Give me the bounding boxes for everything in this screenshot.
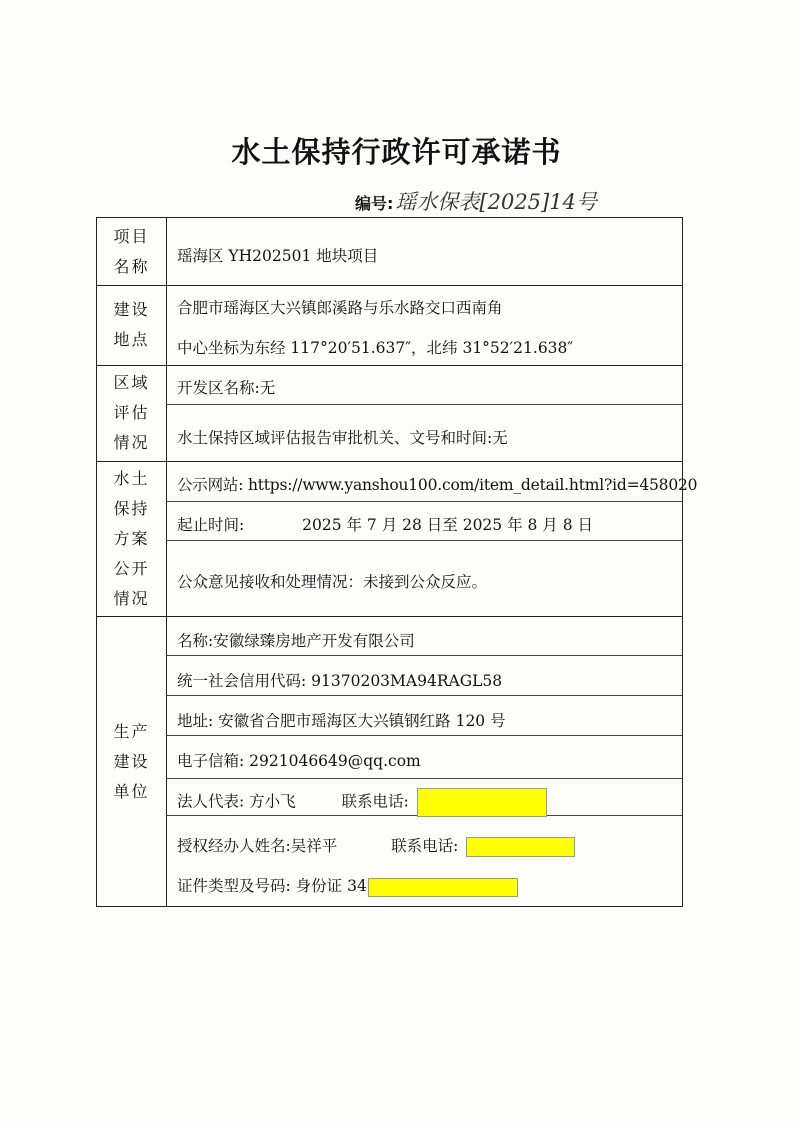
agent-name: 授权经办人姓名:吴祥平 [177,837,338,855]
label-line: 公开 [113,558,150,578]
row-subdivider [166,404,682,405]
label-location [97,285,166,365]
document-title: 水土保持行政许可承诺书 [231,135,562,169]
legal-rep-row [177,788,547,817]
developer-credit-code: 统一社会信用代码: 91370203MA94RAGL58 [177,672,503,690]
project-name-value: 瑶海区 YH202501 地块项目 [177,247,379,265]
period-label: 起止时间: [177,516,245,534]
row-subdivider [166,778,682,779]
label-line: 方案 [113,528,150,548]
period-value: 2025 年 7 月 28 日至 2025 年 8 月 8 日 [302,516,594,534]
id-row [177,874,518,897]
label-project-name [97,218,166,285]
redacted-id-number [368,878,518,897]
row-divider [97,616,682,617]
location-coordinates: 中心坐标为东经 117°20′51.637″，北纬 31°52′21.638″ [177,339,574,357]
label-line: 项目 [113,226,150,246]
dev-zone-value: 开发区名称:无 [177,379,276,397]
row-subdivider [166,735,682,736]
developer-name: 名称:安徽绿臻房地产开发有限公司 [177,632,415,650]
publicity-website: 公示网站: https://www.yanshou100.com/item_detail.html?id=458020 [177,476,698,494]
label-line: 情况 [113,433,150,452]
label-line: 水土 [113,468,150,488]
row-divider [97,285,682,286]
label-developer [97,616,166,908]
label-line: 保持 [113,498,150,518]
location-address: 合肥市瑶海区大兴镇郎溪路与乐水路交口西南角 [177,299,503,317]
label-line: 建设 [113,752,150,771]
row-subdivider [166,655,682,656]
phone-label: 联系电话: [341,792,409,811]
column-divider [166,218,167,906]
number-label: 编号: [355,194,394,213]
label-line: 生产 [113,722,150,741]
assessment-approval-value: 水土保持区域评估报告审批机关、文号和时间:无 [177,429,508,447]
developer-email: 电子信箱: 2921046649@qq.com [177,752,421,770]
row-subdivider [166,501,682,502]
agent-row [177,834,575,857]
label-line: 名称 [113,256,150,276]
agent-phone-label: 联系电话: [391,837,459,855]
legal-rep: 法人代表: 方小飞 [177,792,296,811]
row-divider [97,461,682,462]
number-handwritten: 瑶水保表[2025]14号 [395,190,597,214]
id-label: 证件类型及号码: 身份证 34 [177,877,367,895]
redacted-phone [417,788,547,817]
label-regional-assessment [97,365,166,461]
label-line: 评估 [113,403,150,422]
label-line: 单位 [113,782,150,801]
label-line: 建设 [113,300,150,319]
publicity-feedback: 公众意见接收和处理情况：未接到公众反应。 [177,573,488,591]
label-line: 区域 [113,373,150,392]
redacted-agent-phone [466,837,575,857]
row-divider [97,365,682,366]
publicity-period [177,513,593,535]
row-subdivider [166,695,682,696]
label-line: 地点 [113,330,150,349]
commitment-form-table [96,217,698,907]
label-publicity [97,461,166,616]
developer-address: 地址: 安徽省合肥市瑶海区大兴镇钢红路 120 号 [177,712,506,730]
label-line: 情况 [113,588,150,608]
row-subdivider [166,540,682,541]
document-number [355,186,597,216]
